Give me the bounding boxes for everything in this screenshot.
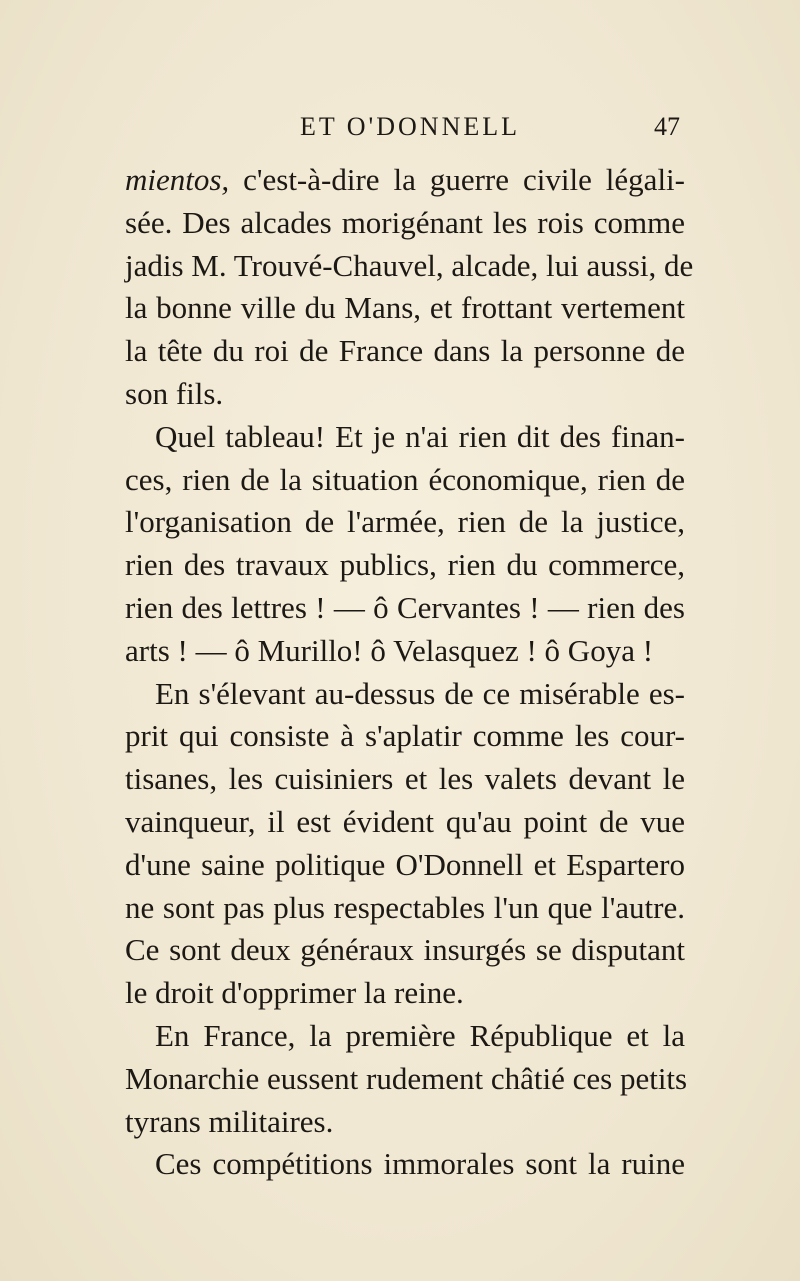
text-line [125,159,685,202]
running-head: ET O'DONNELL [299,112,520,141]
text-line: En s'élevant au-dessus de ce misérable es- [155,675,685,711]
body-text [125,159,694,1186]
text-line: prit qui consiste à s'aplatir comme les cour- [125,718,685,754]
text-line: ces, rien de la situation économique, rien de [125,461,685,497]
text-line: Ce sont deux généraux insurgés se disputant [125,932,685,968]
text-line: sée. Des alcades morigénant les rois comme [125,204,685,240]
text-line: jadis M. Trouvé-Chauvel, alcade, lui aussi, de [125,247,694,283]
text-line: la tête du roi de France dans la personne de [125,333,685,369]
text-line: l'organisation de l'armée, rien de la justice, [125,504,685,540]
text-line: le droit d'opprimer la reine. [125,975,464,1011]
text-line-rest: c'est-à-dire la guerre civile légali- [229,162,685,197]
text-line: arts ! — ô Murillo! ô Velasquez ! ô Goya ! [125,632,654,668]
text-line: Quel tableau! Et je n'ai rien dit des finan- [155,418,685,454]
page-number: 47 [654,112,680,141]
text-line: rien des lettres ! — ô Cervantes ! — rien des [125,589,685,625]
text-line: vainqueur, il est évident qu'au point de vue [125,803,685,839]
text-line: tyrans militaires. [125,1103,334,1139]
text-line: d'une saine politique O'Donnell et Espartero [125,846,685,882]
text-line: Monarchie eussent rudement châtié ces petits [125,1060,688,1096]
text-line: tisanes, les cuisiniers et les valets devant le [125,761,685,797]
text-line: la bonne ville du Mans, et frottant vertement [125,290,685,326]
text-line: Ces compétitions immorales sont la ruine [155,1146,685,1182]
text-line: ne sont pas plus respectables l'un que l'autre. [125,889,685,925]
text-line: son fils. [125,375,224,411]
text-line: rien des travaux publics, rien du commerce, [125,547,685,583]
italic-word: mientos, [125,162,230,197]
text-line: En France, la première République et la [155,1017,685,1053]
page-header [0,110,800,150]
